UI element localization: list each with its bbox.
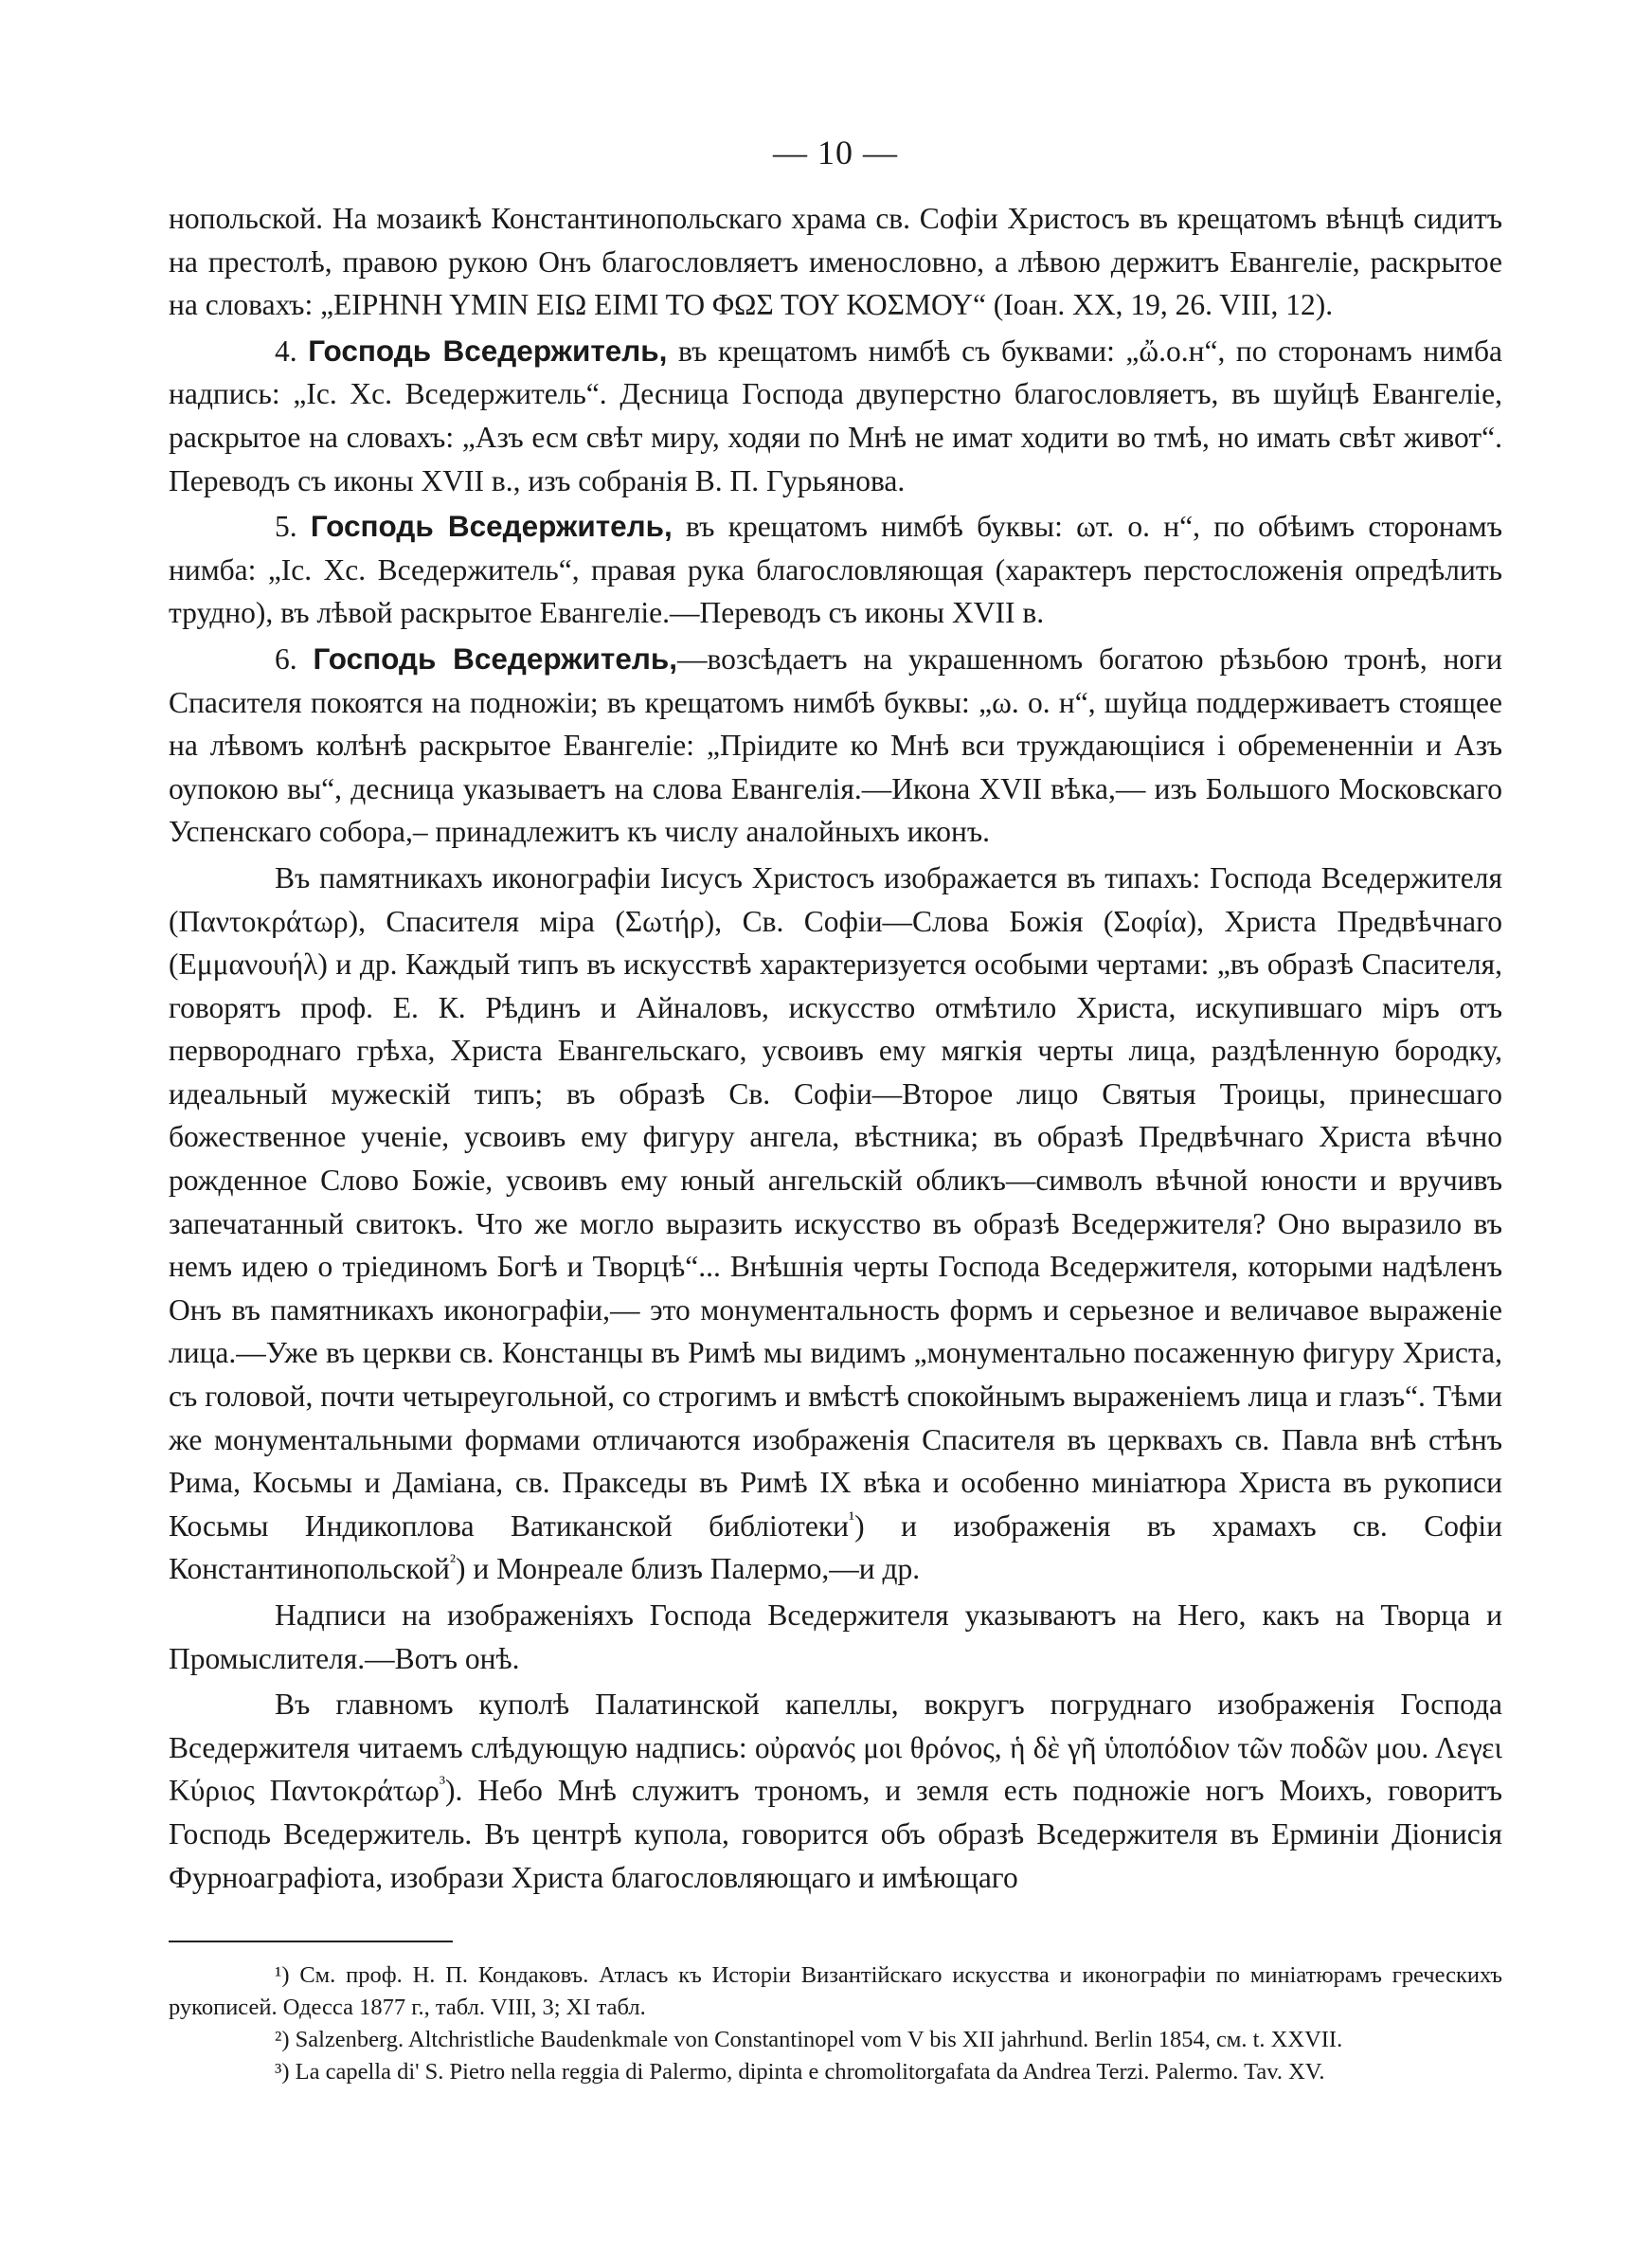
- paragraph-text: ) и изображенія въ храмахъ св. Софіи Константинопольской: [169, 1508, 1503, 1586]
- paragraph-palatine: [169, 1683, 1502, 1899]
- paragraph-text: Въ памятникахъ иконографіи Іисусъ Христосъ изображается въ типахъ: Господа Вседержителя (Παντοκράτωρ), Спасителя міра (Σωτήρ), Св. Софіи—Слова Божія (Σοφία), Христа Предвѣчнаго (Εμμανουήλ) и др. Каждый типъ въ искусствѣ характеризуется особыми чертами: „въ образѣ Спасителя, говорятъ проф. Е. К. Рѣдинъ и Айналовъ, искусство отмѣтило Христа, искупившаго міръ отъ первороднаго грѣха, Христа Евангельскаго, усвоивъ ему мягкія черты лица, раздѣленную бородку, идеальный мужескій типъ; въ образѣ Св. Софіи—Второе лицо Святыя Троицы, принесшаго божественное ученіе, усвоивъ ему фигуру ангела, вѣстника; въ образѣ Предвѣчнаго Христа вѣчно рожденное Слово Божіе, усвоивъ ему юный ангельскій обликъ—символъ вѣчной юности и вручивъ запечатанный свитокъ. Что же могло выразить искусство въ образѣ Вседержителя? Оно выразило въ немъ идею о тріединомъ Богѣ и Творцѣ“... Внѣшнія черты Господа Вседержителя, которыми надѣленъ Онъ въ памятникахъ иконографіи,— это монументальность формъ и серьезное и величавое выраженіе лица.—Уже въ церкви св. Констанцы въ Римѣ мы видимъ „монументально посаженную фигуру Христа, съ головой, почти четыреугольной, со строгимъ и вмѣстѣ спокойнымъ выраженіемъ лица и глазъ“. Тѣми же монументальными формами отличаются изображенія Спасителя въ церквахъ св. Павла внѣ стѣнъ Рима, Косьмы и Даміана, св. Пракседы въ Римѣ IX вѣка и особенно миніатюра Христа въ рукописи Косьмы Индикоплова Ватиканской библіотеки: [169, 860, 1502, 1543]
- paragraph-continuation: нопольской. На мозаикѣ Константинопольскаго храма св. Софіи Христосъ въ крещатомъ вѣнцѣ сидитъ на престолѣ, правою рукою Онъ благословляетъ именословно, а лѣвою держитъ Евангеліе, раскрытое на словахъ: „ΕΙΡΗΝΗ ΥΜΙΝ ΕΙΩ ΕΙΜΙ ΤΟ ΦΩΣ ΤΟΥ ΚΟΣΜΟΥ“ (Іоан. XX, 19, 26. VIII, 12).: [169, 202, 1502, 322]
- item-text: —возсѣдаетъ на украшенномъ богатою рѣзьбою тронѣ, ноги Спасителя покоятся на подножіи; въ крещатомъ нимбѣ буквы: „ω. о. н“, шуйца поддерживаетъ стоящее на лѣвомъ колѣнѣ раскрытое Евангеліе: „Пріидите ко Мнѣ вси труждающіися і обремененніи и Азъ оупокою вы“, десница указываетъ на слова Евангелія.—Икона XVII вѣка,— изъ Большого Московскаго Успенскаго собора,– принадлежитъ къ числу аналойныхъ иконъ.: [169, 641, 1502, 849]
- page-number: — 10 —: [773, 134, 898, 172]
- item-title: Господь Вседержитель,: [310, 509, 673, 544]
- paragraph-item-6: [169, 638, 1502, 854]
- paragraph-text: ) и Монреале близъ Палермо,—и др.: [455, 1552, 921, 1586]
- paragraph-item-5: [169, 505, 1502, 635]
- footnote-ref-1: ¹: [849, 1508, 855, 1530]
- item-text: въ крещатомъ нимбѣ съ буквами: „ὤ.ο.н“, по сторонамъ нимба надпись: „Іс. Хс. Вседержитель“. Десница Господа двуперстно благословляетъ, въ шуйцѣ Евангеліе, раскрытое на словахъ: „Азъ есм свѣт миру, ходяи по Мнѣ не имат ходити во тмѣ, но имать свѣт живот“. Переводъ съ иконы XVII в., изъ собранія В. П. Гурьянова.: [169, 334, 1502, 497]
- paragraph-inscriptions: Надписи на изображеніяхъ Господа Вседержителя указываютъ на Него, какъ на Творца и Промыслителя.—Вотъ онѣ.: [169, 1598, 1502, 1675]
- paragraph-text: ). Небо Мнѣ служитъ трономъ, и земля есть подножіе ногъ Моихъ, говоритъ Господь Вседержитель. Въ центрѣ купола, говорится объ образѣ Вседержителя въ Ерминіи Діонисія Фурноаграфіота, изобрази Христа благословляющаго и имѣющаго: [169, 1774, 1502, 1894]
- paragraph-item-4: [169, 330, 1502, 502]
- item-number: 4.: [275, 334, 297, 368]
- document-page: [169, 133, 1502, 2088]
- footnote-1: ¹) См. проф. Н. П. Кондаковъ. Атласъ къ Исторіи Византійскаго искусства и иконографіи по миніатюрамъ греческихъ рукописей. Одесса 1877 г., табл. VIII, 3; XI табл.: [169, 1962, 1502, 2021]
- footnote-ref-3: ³: [439, 1773, 446, 1795]
- paragraph-types: [169, 857, 1502, 1591]
- footnote-3: ³) La capella di' S. Pietro nella reggia di Palermo, dipinta e chromolitorgafata da Andrea Terzi. Palermo. Tav. XV.: [275, 2059, 1325, 2085]
- footnote-ref-2: ²: [449, 1551, 456, 1573]
- footnote-2: ²) Salzenberg. Altchristliche Baudenkmale von Constantinopel vom V bis XII jahrhund. Berlin 1854, см. t. XXVII.: [275, 2027, 1343, 2053]
- item-text: въ крещатомъ нимбѣ буквы: ωт. о. н“, по обѣимъ сторонамъ нимба: „Іс. Хс. Вседержитель“, правая рука благословляющая (характеръ перстосложенія опредѣлить трудно), въ лѣвой раскрытое Евангеліе.—Переводъ съ иконы XVII в.: [169, 510, 1502, 630]
- paragraph-text: Въ главномъ куполѣ Палатинской капеллы, вокругъ погруднаго изображенія Господа Вседержителя читаемъ слѣдующую надпись: οὐρανός μοι θρόνος, ἡ δὲ γῆ ὑποπόδιον τῶν ποδῶν μου. Λεγει Κύριος Παντοκράτωρ: [169, 1688, 1502, 1808]
- item-number: 5.: [275, 510, 297, 544]
- item-number: 6.: [275, 641, 297, 676]
- footnote-divider: [169, 1941, 453, 1942]
- item-title: Господь Вседержитель,: [313, 641, 677, 676]
- item-title: Господь Вседержитель,: [308, 333, 668, 368]
